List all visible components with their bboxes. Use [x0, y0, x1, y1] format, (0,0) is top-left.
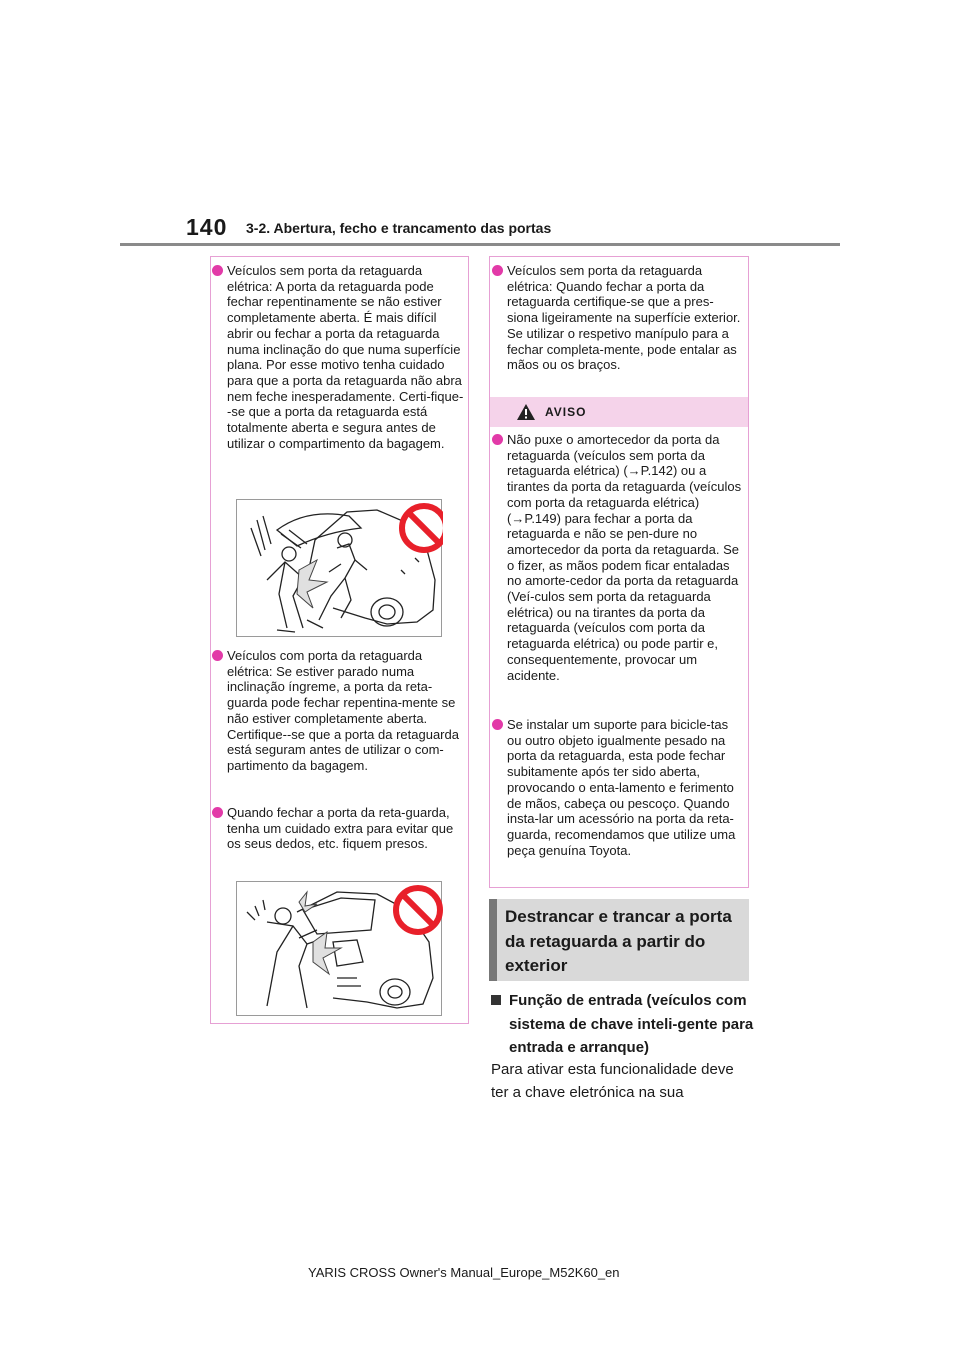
bullet-icon [212, 265, 223, 276]
header-rule [120, 243, 840, 246]
car-tailgate-illustration [237, 500, 443, 638]
list-item [492, 717, 744, 858]
list-item [212, 263, 464, 451]
list-item-text: Não puxe o amortecedor da porta da retaguarda (veículos sem porta da retaguarda elétrica) (→P.142) ou a tirantes da porta da retaguarda (veículos com porta da retaguarda elétrica) (→P.149) para fechar a porta da retaguarda e não se pen-dure no amortecedor da porta da retaguarda. Se o fizer, as mãos podem ficar entaladas no amorte-cedor da porta da retaguarda (Veí-culos sem porta da retaguarda elétrica) ou na tirantes da porta da retaguarda (veículos com porta da retaguarda elétrica) ou pode partir e, consequentemente, provocar um acidente. [507, 432, 742, 683]
illustration-tailgate-slope [236, 499, 442, 637]
list-item-text: Se instalar um suporte para bicicle-tas ou outro objeto igualmente pesado na porta da retaguarda, esta pode fechar subitamente após ter sido aberta, provocando o enta-lamento e ferimento de mãos, cabeça ou pescoço. Quando insta-lar um acessório na porta da reta-guarda, recomendamos que utilize uma peça genuína Toyota. [507, 717, 736, 858]
illustration-tailgate-fingers [236, 881, 442, 1016]
feature-heading: Função de entrada (veículos com sistema de chave inteli-gente para entrada e arranque) [509, 992, 754, 1056]
page-footer: YARIS CROSS Owner's Manual_Europe_M52K60_en [308, 1265, 620, 1280]
subsection-heading-bar [489, 899, 497, 981]
section-title: 3-2. Abertura, fecho e trancamento das portas [246, 220, 552, 236]
warning-triangle-icon [516, 403, 536, 421]
list-item-text: Veículos sem porta da retaguarda elétrica: A porta da retaguarda pode fechar repentinamente se não estiver completamente aberta. É mais difícil abrir ou fechar a porta da retaguarda numa inclinação do que numa superfície plana. Por esse motivo tenha cuidado para que a porta da retaguarda não abra nem feche inesperadamente. Certi-fique--se que a porta da retaguarda está totalmente aberta e segura antes de utilizar o compartimento da bagagem. [227, 263, 464, 451]
car-closing-illustration [237, 882, 443, 1017]
list-item [492, 432, 744, 683]
list-item [212, 648, 464, 774]
square-bullet-icon [491, 995, 501, 1005]
bullet-icon [212, 650, 223, 661]
list-item-text: Veículos sem porta da retaguarda elétrica: Quando fechar a porta da retaguarda certifique-se que a pres-siona ligeiramente na superfície exterior. Se utilizar o respetivo manípulo para a fechar completa-mente, pode entalar as mãos ou os braços. [507, 263, 741, 373]
subsection-heading-text: Destrancar e trancar a porta da retaguarda a partir do exterior [505, 907, 732, 975]
bullet-icon [492, 265, 503, 276]
list-item [212, 805, 464, 852]
list-item-text: Quando fechar a porta da reta-guarda, tenha um cuidado extra para evitar que os seus dedos, etc. fiquem presos. [227, 805, 454, 852]
list-item [492, 263, 744, 373]
bullet-icon [212, 807, 223, 818]
list-item-text: Veículos com porta da retaguarda elétrica: Se estiver parado numa inclinação íngreme, a porta da reta-guarda pode fechar repentina-mente se não estiver completamente aberta. Certifique--se que a porta da retaguarda está seguram antes de utilizar o com-partimento da bagagem. [227, 648, 459, 773]
subsection-heading [489, 899, 749, 981]
bullet-icon [492, 719, 503, 730]
body-paragraph: Para ativar esta funcionalidade deve ter a chave eletrónica na sua [491, 1061, 734, 1101]
bullet-icon [492, 434, 503, 445]
warning-label: AVISO [545, 405, 587, 419]
page-number: 140 [186, 214, 228, 240]
